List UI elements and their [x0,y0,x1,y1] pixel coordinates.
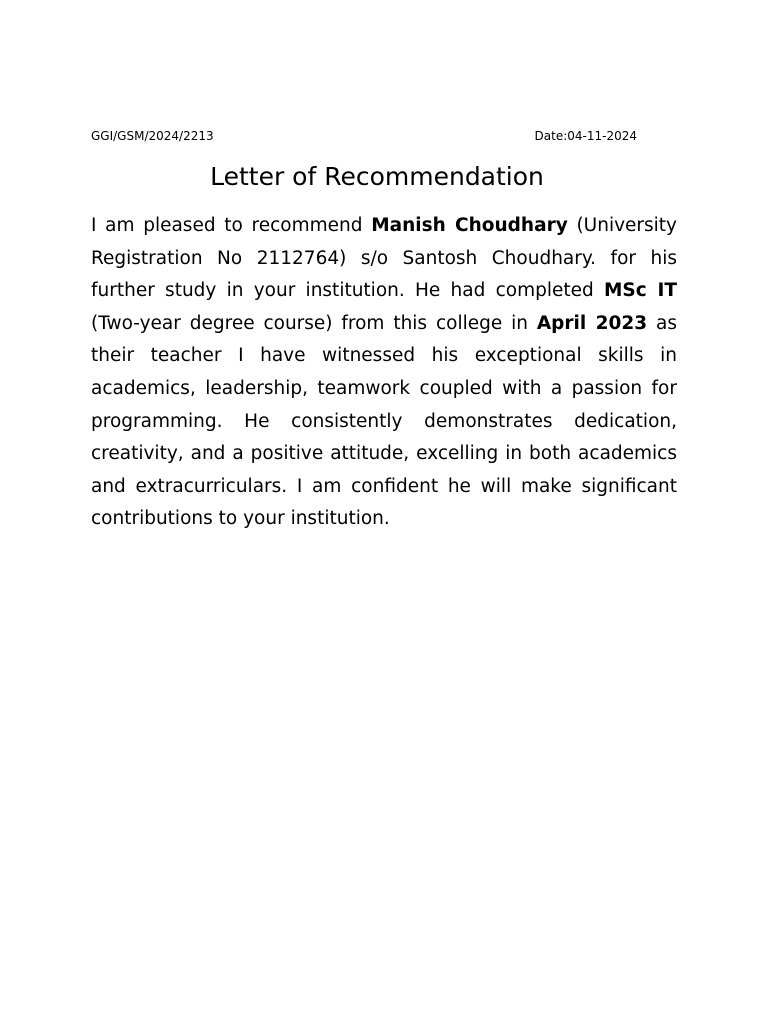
body-text-part4: as their teacher I have witnessed his exceptional skills in academics, leadership, teamwork coupled with a passion for programming. He consistently demonstrates dedication, creativity, and a positive attitude, excelling in both academics and extracurriculars. I am confident he will make significant contributions to your institution. [91,312,677,530]
reference-number: GGI/GSM/2024/2213 [91,129,214,143]
letter-date: Date:04-11-2024 [534,129,637,143]
body-text-part2: (University Registration No 2112764) s/o Santosh Choudhary. for his further study in your institution. He had completed [91,215,678,302]
body-text-part3: (Two-year degree course) from this college in [91,312,537,334]
letter-body [91,210,677,536]
student-name: Manish Choudhary [371,215,568,236]
letter-title: Letter of Recommendation [210,162,544,191]
letter-header [91,127,637,145]
body-text-part1: I am pleased to recommend [91,215,372,236]
completion-date: April 2023 [536,312,648,334]
degree-name: MSc IT [603,280,677,302]
